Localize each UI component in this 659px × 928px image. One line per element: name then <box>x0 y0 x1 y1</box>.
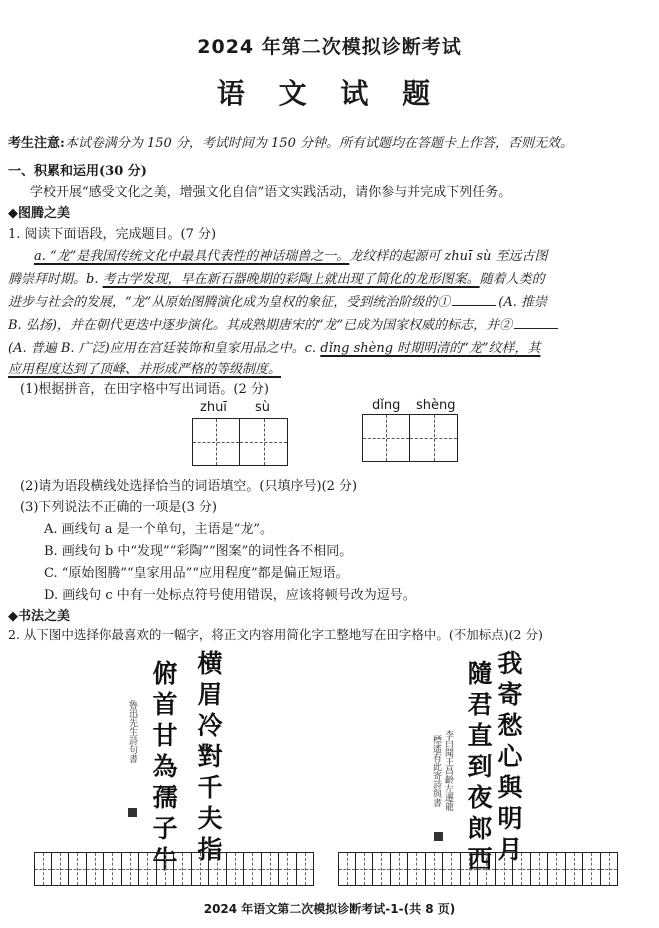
calligraphy-right-inscription-1: 李白聞王昌齡左遷龍 <box>443 730 453 811</box>
exam-title: 2024 年第二次模拟诊断考试 <box>197 36 462 58</box>
tianzige-cell[interactable] <box>426 852 444 886</box>
calligraphy-left-inscription: 魯迅先生詩句書 <box>127 700 137 763</box>
tianzige-cell[interactable] <box>513 852 531 886</box>
tianzige-cell[interactable] <box>338 852 356 886</box>
calligraphy-left-col-2: 俯首甘為孺子牛 <box>149 660 178 877</box>
tianzige-cell[interactable] <box>408 852 426 886</box>
tianzige-cell[interactable] <box>461 852 479 886</box>
passage-line-3: 进步与社会的发展，“龙”从原始图腾演化成为皇权的象征，受到统治阶级的① (A. 推崇 <box>8 295 548 310</box>
section1-heading: 一、积累和运用(30 分) <box>8 164 147 179</box>
tianzige-cell[interactable] <box>373 852 391 886</box>
tianzige-cell[interactable] <box>362 414 410 462</box>
tianzige-cell[interactable] <box>262 852 280 886</box>
tianzige-cell[interactable] <box>52 852 70 886</box>
tianzige-cell[interactable] <box>87 852 105 886</box>
tianzige-cell[interactable] <box>356 852 374 886</box>
tianzige-cell[interactable] <box>69 852 87 886</box>
tianzige-cell[interactable] <box>192 418 240 466</box>
tianzige-cell[interactable] <box>244 852 262 886</box>
option-d: D. 画线句 c 中有一处标点符号使用错误，应该将顿号改为逗号。 <box>44 588 416 603</box>
passage-line-1: a. “龙”是我国传统文化中最具代表性的神话瑞兽之一。龙纹样的起源可 zhuī sù 至远古图 <box>34 249 548 264</box>
tianzige-cell[interactable] <box>548 852 566 886</box>
tianzige-cell[interactable] <box>410 414 458 462</box>
tianzige-cell[interactable] <box>122 852 140 886</box>
tianzige-dingsheng[interactable] <box>362 414 458 462</box>
section1-intro: 学校开展“感受文化之美，增强文化自信”语文实践活动，请你参与并完成下列任务。 <box>30 185 512 200</box>
subquestion-3: (3)下列说法不正确的一项是(3 分) <box>20 500 217 515</box>
calligraphy-right-inscription-2: 標遙有此寄詩與書 <box>431 735 441 807</box>
pinyin-su: sù <box>255 400 271 415</box>
tianzige-cell[interactable] <box>34 852 52 886</box>
underlined-sentence-b: 考古学发现，早在新石器晚期的彩陶上就出现了简化的龙形图案。 <box>102 272 480 287</box>
answer-grid-left[interactable] <box>34 852 314 886</box>
tianzige-cell[interactable] <box>531 852 549 886</box>
notice-text: 本试卷满分为 150 分，考试时间为 150 分钟。所有试题均在答题卡上作答，否则无效。 <box>64 136 573 151</box>
tianzige-cell[interactable] <box>174 852 192 886</box>
pinyin-zhui: zhuī <box>200 400 227 415</box>
seal-icon <box>434 832 443 841</box>
tianzige-cell[interactable] <box>240 418 288 466</box>
tianzige-cell[interactable] <box>209 852 227 886</box>
subquestion-1: (1)根据拼音，在田字格中写出词语。(2 分) <box>20 382 269 397</box>
underlined-sentence-c: dǐng shèng 时期明清的“龙”纹样，其 <box>320 341 541 356</box>
tianzige-cell[interactable] <box>391 852 409 886</box>
subject-title: 语 文 试 题 <box>216 77 443 110</box>
tianzige-cell[interactable] <box>601 852 619 886</box>
calligraphy-right-col-1: 我寄愁心與明月 <box>494 650 523 867</box>
seal-icon <box>128 808 137 817</box>
underlined-sentence-a: a. “龙”是我国传统文化中最具代表性的神话瑞兽之一。 <box>34 249 350 264</box>
blank-2[interactable] <box>514 316 558 329</box>
option-c: C. “原始图腾”“皇家用品”“应用程度”都是偏正短语。 <box>44 566 349 581</box>
notice-line <box>8 132 573 151</box>
blank-1[interactable] <box>452 293 496 306</box>
q1-stem: 1. 阅读下面语段，完成题目。(7 分) <box>8 227 217 242</box>
subquestion-2: (2)请为语段横线处选择恰当的词语填空。(只填序号)(2 分) <box>20 479 358 494</box>
subsection-totem: ◆图腾之美 <box>8 206 70 221</box>
tianzige-cell[interactable] <box>139 852 157 886</box>
tianzige-cell[interactable] <box>478 852 496 886</box>
passage-line-4: B. 弘扬)，并在朝代更迭中逐步演化。其成熟期唐宋的“龙”已成为国家权威的标志，并② <box>8 314 560 333</box>
option-b: B. 画线句 b 中“发现”“彩陶”“图案”的词性各不相同。 <box>44 544 353 559</box>
answer-grid-right[interactable] <box>338 852 618 886</box>
tianzige-cell[interactable] <box>443 852 461 886</box>
tianzige-zhuisu[interactable] <box>192 418 288 466</box>
pinyin-sheng: shèng <box>416 398 456 413</box>
tianzige-cell[interactable] <box>157 852 175 886</box>
calligraphy-left-col-1: 横眉冷對千夫指 <box>194 650 223 867</box>
tianzige-cell[interactable] <box>192 852 210 886</box>
tianzige-cell[interactable] <box>583 852 601 886</box>
tianzige-cell[interactable] <box>297 852 315 886</box>
passage-line-5: (A. 普遍 B. 广泛)应用在宫廷装饰和皇家用品之中。c. dǐng shèng 时期明清的“龙”纹样，其 <box>8 341 541 356</box>
tianzige-cell[interactable] <box>104 852 122 886</box>
passage-line-6: 应用程度达到了顶峰、并形成严格的等级制度。 <box>8 362 282 377</box>
tianzige-cell[interactable] <box>227 852 245 886</box>
tianzige-cell[interactable] <box>566 852 584 886</box>
page-footer: 2024 年语文第二次模拟诊断考试-1-(共 8 页) <box>203 902 456 916</box>
notice-label: 考生注意: <box>8 136 65 151</box>
pinyin-ding: dǐng <box>372 398 401 413</box>
q2-stem: 2. 从下图中选择你最喜欢的一幅字，将正文内容用简化字工整地写在田字格中。(不加标点)(2 分) <box>8 627 543 642</box>
passage-line-2: 腾崇拜时期。b. 考古学发现，早在新石器晚期的彩陶上就出现了简化的龙形图案。随着人类的 <box>8 272 545 287</box>
subsection-calligraphy: ◆书法之美 <box>8 609 70 624</box>
option-a: A. 画线句 a 是一个单句，主语是“龙”。 <box>44 522 273 537</box>
tianzige-cell[interactable] <box>279 852 297 886</box>
calligraphy-right-col-2: 隨君直到夜郎西 <box>464 660 493 877</box>
tianzige-cell[interactable] <box>496 852 514 886</box>
